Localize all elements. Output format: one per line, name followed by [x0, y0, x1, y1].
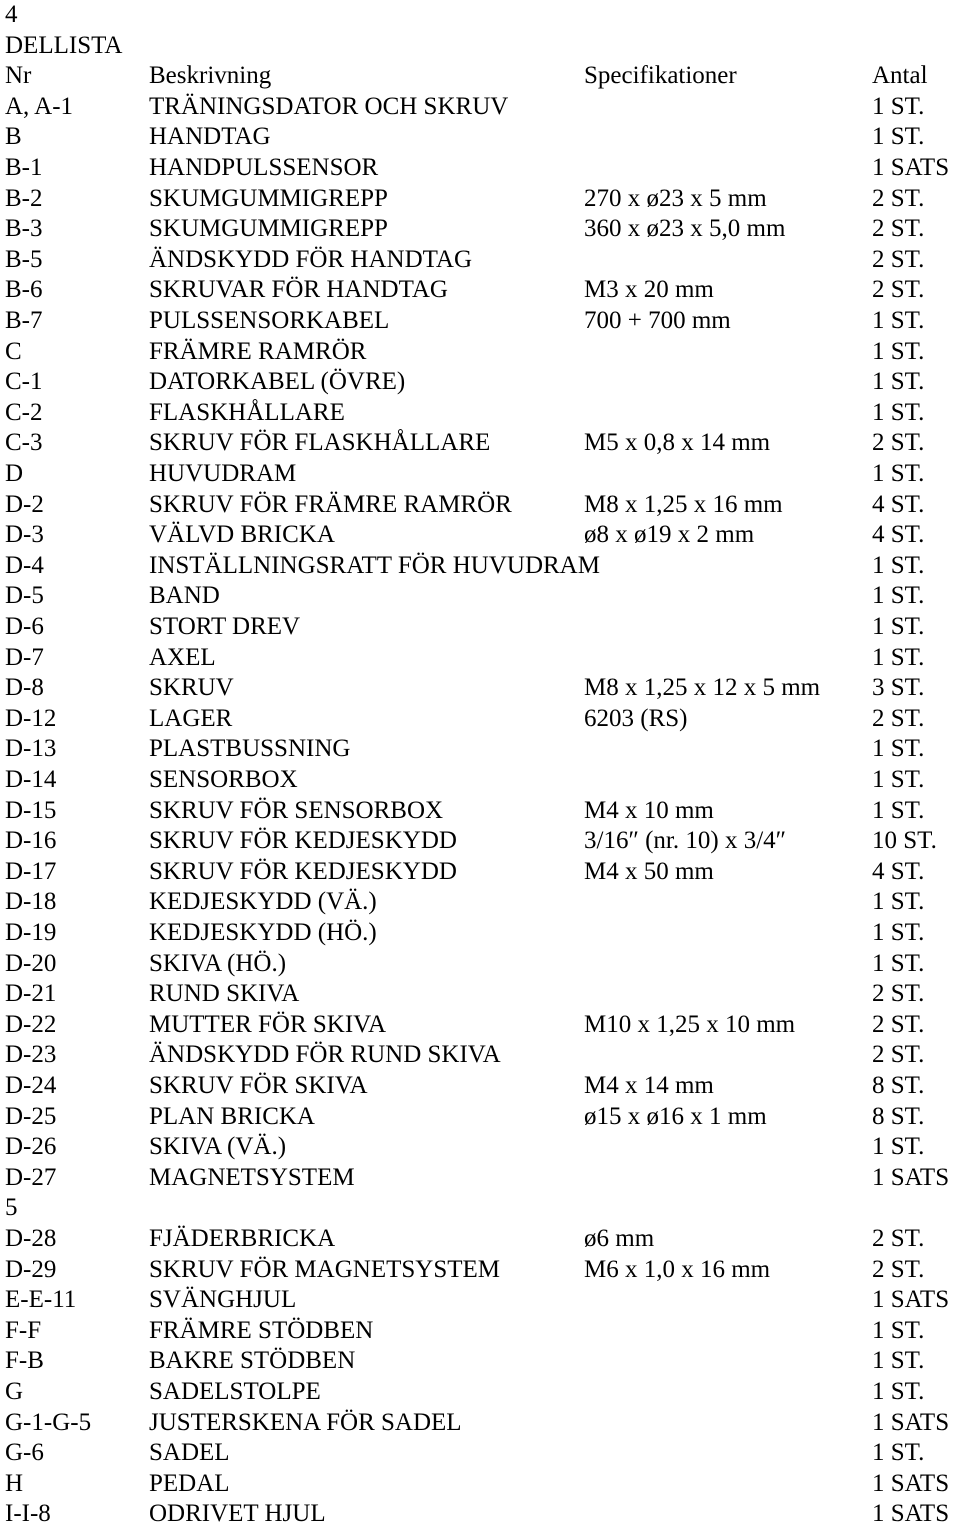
table-row: [0, 398, 960, 429]
part-description: SVÄNGHJUL: [149, 1286, 297, 1314]
part-description: SKRUV FÖR SKIVA: [149, 1072, 368, 1099]
part-spec: M8 x 1,25 x 12 x 5 mm: [584, 674, 821, 702]
column-header-description: Beskrivning: [149, 62, 272, 90]
part-description: PLASTBUSSNING: [149, 735, 351, 763]
table-row: [0, 1346, 960, 1377]
part-quantity: 1 ST.: [872, 92, 925, 120]
part-number: D-6: [5, 613, 44, 640]
part-spec: ø8 x ø19 x 2 mm: [584, 521, 755, 549]
part-description: FLASKHÅLLARE: [149, 398, 345, 426]
part-number: F-B: [5, 1347, 44, 1375]
part-description: FJÄDERBRICKA: [149, 1225, 336, 1252]
part-spec: M3 x 20 mm: [584, 276, 714, 304]
part-spec: M10 x 1,25 x 10 mm: [584, 1010, 796, 1038]
part-description: SKRUV FÖR SENSORBOX: [149, 796, 444, 824]
table-row: [0, 1224, 960, 1255]
part-quantity: 2 ST.: [872, 184, 925, 212]
part-number: C-1: [5, 368, 43, 396]
part-number: H: [5, 1469, 24, 1497]
part-description: ODRIVET HJUL: [149, 1500, 326, 1528]
table-row: [0, 887, 960, 918]
table-row: [0, 1163, 960, 1194]
part-quantity: 1 ST.: [872, 1133, 925, 1161]
part-quantity: 1 ST.: [872, 123, 925, 151]
part-number: D-27: [5, 1163, 57, 1191]
table-row: [0, 1010, 960, 1041]
part-quantity: 1 ST.: [872, 735, 925, 763]
part-number: D-2: [5, 490, 44, 518]
part-quantity: 1 ST.: [872, 1347, 925, 1375]
part-description: TRÄNINGSDATOR OCH SKRUV: [149, 92, 509, 120]
table-row: [0, 643, 960, 674]
part-quantity: 2 ST.: [872, 1041, 925, 1069]
part-quantity: 8 ST.: [872, 1072, 925, 1099]
part-quantity: 1 SATS: [872, 1408, 950, 1436]
part-spec: M4 x 10 mm: [584, 796, 714, 824]
part-number: D-15: [5, 796, 57, 824]
part-number: G-6: [5, 1439, 44, 1467]
part-number: D-20: [5, 949, 57, 977]
table-row: [0, 765, 960, 796]
part-description: HUVUDRAM: [149, 460, 297, 487]
part-description: KEDJESKYDD (HÖ.): [149, 919, 377, 946]
part-number: D-18: [5, 888, 57, 916]
table-row: [0, 459, 960, 490]
part-quantity: 1 ST.: [872, 1378, 925, 1405]
part-number: B-6: [5, 276, 43, 304]
part-description: INSTÄLLNINGSRATT FÖR HUVUDRAM: [149, 551, 600, 579]
part-description: MUTTER FÖR SKIVA: [149, 1010, 387, 1038]
part-quantity: 4 ST.: [872, 490, 925, 518]
part-quantity: 1 SATS: [872, 154, 950, 181]
part-number: B-5: [5, 245, 43, 273]
part-quantity: 1 ST.: [872, 888, 925, 916]
part-spec: 270 x ø23 x 5 mm: [584, 184, 767, 212]
table-row: [0, 520, 960, 551]
table-row: [0, 428, 960, 459]
table-row: [0, 306, 960, 337]
part-quantity: 1 ST.: [872, 337, 925, 365]
table-row: [0, 367, 960, 398]
part-number: D-4: [5, 551, 44, 579]
part-number: D-13: [5, 735, 57, 763]
part-description: SKRUV FÖR MAGNETSYSTEM: [149, 1255, 500, 1283]
table-row: [0, 1408, 960, 1439]
part-description: ÄNDSKYDD FÖR RUND SKIVA: [149, 1041, 501, 1069]
part-quantity: 2 ST.: [872, 1225, 925, 1252]
column-header-row: [0, 61, 960, 92]
part-description: VÄLVD BRICKA: [149, 521, 335, 549]
part-description: SKIVA (HÖ.): [149, 949, 287, 977]
table-row: [0, 949, 960, 980]
table-row: [0, 979, 960, 1010]
part-quantity: 1 ST.: [872, 919, 925, 946]
table-row: [0, 1102, 960, 1133]
column-header-nr: Nr: [5, 62, 32, 90]
part-number: D-8: [5, 674, 44, 702]
table-row: [0, 153, 960, 184]
part-quantity: 2 ST.: [872, 215, 925, 243]
part-number: C: [5, 337, 22, 365]
table-row: [0, 92, 960, 123]
part-number: B: [5, 123, 22, 151]
part-spec: M6 x 1,0 x 16 mm: [584, 1255, 771, 1283]
heading-line: [0, 31, 960, 62]
part-quantity: 2 ST.: [872, 245, 925, 273]
page-number: 5: [5, 1194, 18, 1222]
part-quantity: 3 ST.: [872, 674, 925, 702]
table-row: [0, 490, 960, 521]
table-row: [0, 214, 960, 245]
part-spec: ø15 x ø16 x 1 mm: [584, 1102, 767, 1130]
part-description: SKUMGUMMIGREPP: [149, 215, 388, 243]
part-quantity: 2 ST.: [872, 980, 925, 1008]
table-row: [0, 1040, 960, 1071]
part-number: D-14: [5, 766, 57, 793]
part-quantity: 1 ST.: [872, 582, 925, 610]
table-row: [0, 337, 960, 368]
table-row: [0, 1499, 960, 1530]
part-description: PLAN BRICKA: [149, 1102, 315, 1130]
table-row: [0, 673, 960, 704]
part-description: SKRUV: [149, 674, 234, 702]
part-description: LAGER: [149, 704, 233, 732]
part-number: D-7: [5, 643, 44, 671]
table-row: [0, 122, 960, 153]
part-description: SADELSTOLPE: [149, 1378, 321, 1405]
part-number: I-I-8: [5, 1500, 51, 1528]
part-quantity: 2 ST.: [872, 1010, 925, 1038]
part-description: JUSTERSKENA FÖR SADEL: [149, 1408, 462, 1436]
part-description: ÄNDSKYDD FÖR HANDTAG: [149, 245, 473, 273]
part-number: D-24: [5, 1072, 57, 1099]
part-description: SENSORBOX: [149, 766, 298, 793]
table-row: [0, 612, 960, 643]
table-row: [0, 551, 960, 582]
part-quantity: 1 ST.: [872, 643, 925, 671]
part-description: SKRUV FÖR KEDJESKYDD: [149, 857, 457, 885]
part-quantity: 2 ST.: [872, 1255, 925, 1283]
part-number: B-3: [5, 215, 43, 243]
part-description: HANDPULSSENSOR: [149, 154, 379, 181]
part-spec: M8 x 1,25 x 16 mm: [584, 490, 783, 518]
part-quantity: 8 ST.: [872, 1102, 925, 1130]
part-description: DATORKABEL (ÖVRE): [149, 368, 406, 396]
table-row: [0, 704, 960, 735]
part-number: D-29: [5, 1255, 57, 1283]
table-row: [0, 275, 960, 306]
part-description: SKRUVAR FÖR HANDTAG: [149, 276, 448, 304]
part-description: BAND: [149, 582, 220, 610]
part-number: D-16: [5, 827, 57, 855]
table-row: [0, 1071, 960, 1102]
part-spec: 700 + 700 mm: [584, 307, 731, 334]
part-description: SKUMGUMMIGREPP: [149, 184, 388, 212]
part-description: RUND SKIVA: [149, 980, 300, 1008]
part-number: D-28: [5, 1225, 57, 1252]
part-description: MAGNETSYSTEM: [149, 1163, 355, 1191]
part-description: SADEL: [149, 1439, 230, 1467]
table-row: [0, 1377, 960, 1408]
column-header-qty: Antal: [872, 62, 928, 90]
part-description: KEDJESKYDD (VÄ.): [149, 888, 377, 916]
part-quantity: 1 ST.: [872, 368, 925, 396]
part-quantity: 2 ST.: [872, 276, 925, 304]
part-description: PULSSENSORKABEL: [149, 307, 390, 334]
part-number: C-3: [5, 429, 43, 457]
part-number: F-F: [5, 1316, 42, 1344]
part-number: D-22: [5, 1010, 57, 1038]
part-number: B-7: [5, 307, 43, 334]
page-number-line: [0, 1193, 960, 1224]
column-header-specs: Specifikationer: [584, 62, 737, 90]
part-quantity: 1 SATS: [872, 1286, 950, 1314]
table-row: [0, 1255, 960, 1286]
part-quantity: 1 SATS: [872, 1500, 950, 1528]
part-quantity: 1 ST.: [872, 796, 925, 824]
part-spec: M5 x 0,8 x 14 mm: [584, 429, 771, 457]
part-description: SKRUV FÖR FLASKHÅLLARE: [149, 429, 491, 457]
part-description: PEDAL: [149, 1469, 230, 1497]
part-quantity: 2 ST.: [872, 429, 925, 457]
part-number: D-23: [5, 1041, 57, 1069]
part-spec: 3/16″ (nr. 10) x 3/4″: [584, 827, 787, 855]
page-number: 4: [5, 1, 18, 28]
part-quantity: 1 ST.: [872, 613, 925, 640]
part-number: G-1-G-5: [5, 1408, 92, 1436]
table-row: [0, 1316, 960, 1347]
part-quantity: 1 ST.: [872, 307, 925, 334]
table-row: [0, 245, 960, 276]
page-number-line: [0, 0, 960, 31]
part-number: D-12: [5, 704, 57, 732]
part-spec: M4 x 14 mm: [584, 1072, 714, 1099]
part-quantity: 1 SATS: [872, 1469, 950, 1497]
part-quantity: 1 ST.: [872, 766, 925, 793]
part-spec: 360 x ø23 x 5,0 mm: [584, 215, 786, 243]
page-title: DELLISTA: [5, 31, 123, 59]
part-quantity: 1 ST.: [872, 398, 925, 426]
part-number: B-2: [5, 184, 43, 212]
table-row: [0, 1285, 960, 1316]
part-description: SKRUV FÖR KEDJESKYDD: [149, 827, 457, 855]
part-description: BAKRE STÖDBEN: [149, 1347, 356, 1375]
part-quantity: 1 ST.: [872, 1316, 925, 1344]
part-spec: 6203 (RS): [584, 704, 688, 732]
part-number: G: [5, 1378, 24, 1405]
part-number: C-2: [5, 398, 43, 426]
part-quantity: 4 ST.: [872, 521, 925, 549]
part-description: SKRUV FÖR FRÄMRE RAMRÖR: [149, 490, 512, 518]
table-row: [0, 581, 960, 612]
part-quantity: 1 SATS: [872, 1163, 950, 1191]
part-spec: M4 x 50 mm: [584, 857, 714, 885]
part-number: D-19: [5, 919, 57, 946]
part-description: SKIVA (VÄ.): [149, 1133, 287, 1161]
part-quantity: 4 ST.: [872, 857, 925, 885]
part-description: FRÄMRE STÖDBEN: [149, 1316, 374, 1344]
table-row: [0, 184, 960, 215]
part-quantity: 1 ST.: [872, 460, 925, 487]
part-number: D-17: [5, 857, 57, 885]
part-number: B-1: [5, 154, 43, 181]
part-number: D-3: [5, 521, 44, 549]
part-quantity: 10 ST.: [872, 827, 937, 855]
table-row: [0, 1438, 960, 1469]
table-row: [0, 826, 960, 857]
part-number: D-26: [5, 1133, 57, 1161]
part-number: D-25: [5, 1102, 57, 1130]
part-number: D: [5, 460, 24, 487]
table-row: [0, 1132, 960, 1163]
part-quantity: 2 ST.: [872, 704, 925, 732]
part-quantity: 1 ST.: [872, 949, 925, 977]
part-number: D-21: [5, 980, 57, 1008]
part-description: FRÄMRE RAMRÖR: [149, 337, 367, 365]
table-row: [0, 857, 960, 888]
table-row: [0, 796, 960, 827]
part-description: HANDTAG: [149, 123, 271, 151]
table-row: [0, 1469, 960, 1500]
table-row: [0, 734, 960, 765]
part-spec: ø6 mm: [584, 1225, 655, 1252]
part-number: D-5: [5, 582, 44, 610]
table-row: [0, 918, 960, 949]
part-number: E-E-11: [5, 1286, 77, 1314]
part-quantity: 1 ST.: [872, 1439, 925, 1467]
part-description: STORT DREV: [149, 613, 301, 640]
part-quantity: 1 ST.: [872, 551, 925, 579]
part-number: A, A-1: [5, 92, 74, 120]
part-description: AXEL: [149, 643, 216, 671]
